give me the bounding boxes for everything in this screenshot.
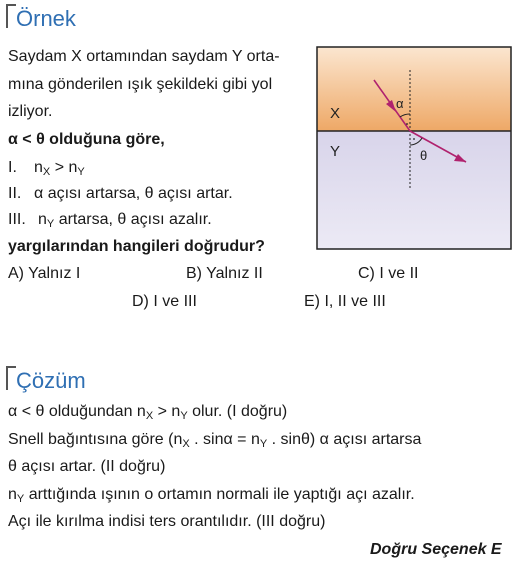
statement-2: II. α açısı artarsa, θ açısı artar. — [8, 185, 233, 202]
question-line-2: mına gönderilen ışık şekildeki gibi yol — [8, 76, 273, 93]
condition-line: α < θ olduğuna göre, — [8, 131, 165, 148]
option-b[interactable]: B) Yalnız II — [186, 265, 263, 282]
question-line-3: izliyor. — [8, 103, 53, 120]
option-e[interactable]: E) I, II ve III — [304, 293, 386, 310]
example-heading: Örnek — [16, 6, 76, 31]
medium-y-region — [317, 131, 511, 249]
solution-line-2: Snell bağıntısına göre ($n_X$ . $\sin\alpha = n_Y$ . sinθ) α açısı artarsa — [8, 431, 422, 450]
solution-line-3: θ açısı artar. (II doğru) — [8, 458, 166, 475]
solution-line-1: α < θ olduğundan $n_X > n_Y$ olur. (I doğru) — [8, 403, 288, 422]
answer-text: Doğru Seçenek E — [370, 541, 502, 558]
solution-line-5: Açı ile kırılma indisi ters orantılıdır. (III doğru) — [8, 513, 326, 530]
option-a[interactable]: A) Yalnız I — [8, 265, 81, 282]
theta-dot — [413, 138, 415, 140]
theta-label: θ — [420, 148, 428, 163]
statement-1: I. $n_X > n_Y$ — [8, 159, 85, 178]
solution-line-4: $n_Y$ arttığında ışının o ortamın normali ile yaptığı açı azalır. — [8, 486, 415, 505]
alpha-dot — [406, 123, 408, 125]
statement-3: III. $n_Y$ artarsa, θ açısı azalır. — [8, 211, 212, 230]
solution-heading: Çözüm — [16, 368, 86, 393]
medium-y-label: Y — [330, 143, 341, 160]
alpha-label: α — [396, 96, 404, 111]
question-prompt: yargılarından hangileri doğrudur? — [8, 238, 265, 255]
option-d[interactable]: D) I ve III — [132, 293, 197, 310]
medium-x-label: X — [330, 105, 341, 122]
refraction-figure — [316, 46, 512, 250]
option-c[interactable]: C) I ve II — [358, 265, 419, 282]
heading-bracket — [6, 4, 16, 28]
medium-x-region — [317, 47, 511, 131]
question-line-1: Saydam X ortamından saydam Y orta- — [8, 48, 280, 65]
solution-heading-bracket — [6, 366, 16, 390]
